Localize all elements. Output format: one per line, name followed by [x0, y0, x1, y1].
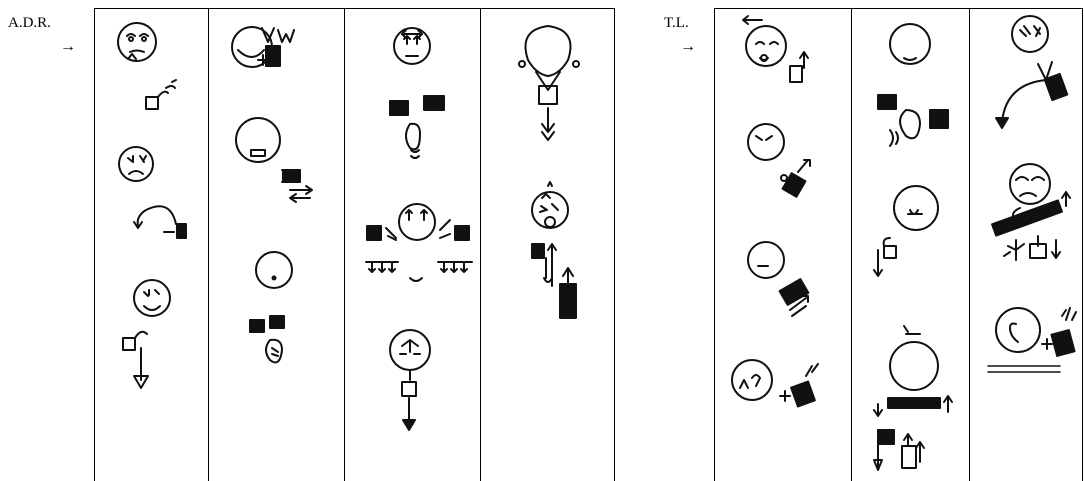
sign-face-icon: [996, 308, 1076, 356]
right-arrow-icon: →: [680, 38, 696, 55]
sign-face-icon: [394, 28, 430, 64]
group-label-tl: T.L.: [664, 15, 689, 31]
group-label-adr: A.D.R.: [8, 15, 51, 31]
sign-face-icon: [874, 326, 952, 416]
sign-face-icon: [519, 26, 579, 140]
sign-face-icon: [743, 16, 808, 82]
sign-face-icon: [119, 147, 153, 181]
sign-face-icon: [1012, 16, 1048, 52]
sign-movement-icon: [992, 192, 1070, 260]
sign-movement-icon: [874, 238, 896, 276]
sign-face-icon: [118, 23, 156, 61]
sign-face-icon: [732, 360, 818, 406]
sign-face-icon: [890, 24, 930, 64]
sign-movement-icon: [996, 62, 1067, 128]
sign-hand-icon: [878, 95, 948, 146]
sign-hand-icon: [390, 96, 444, 158]
sign-movement-icon: [134, 206, 186, 238]
sign-face-icon: [232, 27, 294, 67]
sign-face-icon: [256, 252, 292, 288]
sign-movement-icon: [282, 170, 312, 202]
sign-movement-icon: [532, 244, 576, 318]
sign-face-icon: [532, 182, 568, 228]
sign-movement-icon: [123, 332, 148, 388]
right-arrow-icon: →: [60, 38, 76, 55]
sign-face-icon: [134, 280, 170, 316]
sign-hand-icon: [781, 160, 810, 197]
sign-face-icon: [894, 186, 938, 230]
sign-face-icon: [748, 242, 784, 278]
sign-face-icon: [390, 330, 430, 430]
sign-movement-icon: [366, 226, 472, 281]
sign-movement-icon: [874, 430, 924, 470]
sign-hand-icon: [146, 80, 176, 109]
sign-face-icon: [748, 124, 784, 160]
sign-face-icon: [236, 118, 280, 162]
sign-hand-icon: [250, 316, 284, 362]
sign-movement-icon: [780, 279, 809, 316]
sign-face-icon: [386, 204, 450, 240]
sign-baseline: [988, 366, 1060, 372]
